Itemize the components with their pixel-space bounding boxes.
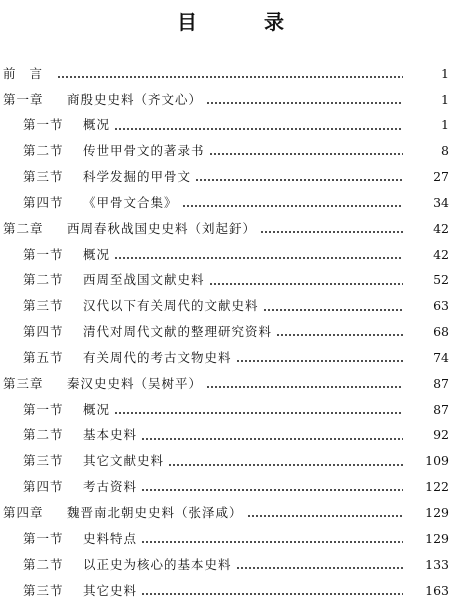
dot-leader [141, 438, 403, 440]
toc-page-number: 42 [433, 220, 449, 236]
toc-entry-title: 《甲骨文合集》 [83, 194, 178, 210]
toc-entry-number: 第四节 [23, 194, 64, 210]
toc-section-row[interactable] [0, 190, 461, 216]
toc-section-row[interactable] [0, 578, 461, 604]
toc-entry-number: 第一章 [3, 91, 44, 107]
dot-leader [263, 309, 403, 311]
toc-page-number: 122 [425, 479, 449, 495]
toc-entry-number: 第五节 [23, 349, 64, 365]
toc-entry-number: 前言 [3, 65, 57, 81]
toc-entry-number: 第二节 [23, 272, 64, 288]
toc-entry-number: 第三章 [3, 375, 44, 391]
dot-leader [236, 360, 403, 362]
dot-leader [206, 102, 403, 104]
toc-entry-title: 其它史料 [83, 582, 138, 598]
toc-entry-title: 史料特点 [83, 530, 138, 546]
dot-leader [141, 541, 403, 543]
toc-entry-number: 第三节 [23, 169, 64, 185]
toc-entry-number: 第二节 [23, 427, 64, 443]
toc-chapter-row[interactable] [0, 216, 461, 242]
toc-entry-title: 以正史为核心的基本史料 [83, 556, 232, 572]
toc-entry-number: 第一节 [23, 530, 64, 546]
toc-section-row[interactable] [0, 449, 461, 475]
dot-leader [195, 179, 403, 181]
toc-entry-number: 第二章 [3, 220, 44, 236]
toc-page-number: 63 [433, 298, 449, 314]
dot-leader [247, 515, 403, 517]
toc-entry-title: 清代对周代文献的整理研究资料 [83, 324, 273, 340]
toc-entry-title: 商殷史史料（齐文心） [67, 91, 203, 107]
toc-section-row[interactable] [0, 397, 461, 423]
toc-page-number: 133 [425, 556, 449, 572]
dot-leader [168, 464, 403, 466]
toc-page-number: 129 [425, 505, 449, 521]
toc-entry-number: 第三节 [23, 298, 64, 314]
toc-section-row[interactable] [0, 526, 461, 552]
toc-page-number: 163 [425, 582, 449, 598]
dot-leader [206, 386, 403, 388]
toc-entry-title: 考古资料 [83, 479, 138, 495]
toc-entry-title: 其它文献史料 [83, 453, 165, 469]
toc-page-number: 87 [433, 401, 449, 417]
toc-entry-number: 第二节 [23, 143, 64, 159]
dot-leader [114, 257, 403, 259]
toc-entry-title: 概况 [83, 401, 111, 417]
toc-page-number: 74 [433, 349, 449, 365]
toc-entry-title: 西周至战国文献史料 [83, 272, 205, 288]
toc-entry-number: 第四章 [3, 505, 44, 521]
toc-page-number: 1 [441, 65, 449, 81]
toc-front-row[interactable] [0, 61, 461, 87]
toc-chapter-row[interactable] [0, 500, 461, 526]
toc-section-row[interactable] [0, 242, 461, 268]
toc-entry-number: 第二节 [23, 556, 64, 572]
toc-chapter-row[interactable] [0, 371, 461, 397]
toc-entry-title: 基本史料 [83, 427, 138, 443]
dot-leader [209, 153, 403, 155]
dot-leader [114, 412, 403, 414]
toc-entry-number: 第一节 [23, 117, 64, 133]
toc-section-row[interactable] [0, 164, 461, 190]
toc-page-number: 42 [433, 246, 449, 262]
dot-leader [236, 567, 403, 569]
toc-page-number: 52 [433, 272, 449, 288]
toc-section-row[interactable] [0, 268, 461, 294]
toc-entry-title: 魏晋南北朝史史料（张泽咸） [67, 505, 243, 521]
toc-entry-title: 秦汉史史料（吴树平） [67, 375, 203, 391]
toc-entry-title: 概况 [83, 246, 111, 262]
toc-entry-title: 概况 [83, 117, 111, 133]
toc-page-number: 34 [433, 194, 449, 210]
toc-page-number: 1 [441, 117, 449, 133]
toc-page-number: 1 [441, 91, 449, 107]
toc-section-row[interactable] [0, 423, 461, 449]
toc-section-row[interactable] [0, 552, 461, 578]
toc-entry-number: 第四节 [23, 479, 64, 495]
toc-chapter-row[interactable] [0, 87, 461, 113]
dot-leader [276, 334, 403, 336]
dot-leader [260, 231, 403, 233]
toc-page-number: 92 [433, 427, 449, 443]
toc-entry-number: 第四节 [23, 324, 64, 340]
toc-entry-number: 第三节 [23, 582, 64, 598]
toc-page-number: 109 [425, 453, 449, 469]
dot-leader [141, 489, 403, 491]
toc-entry-title: 汉代以下有关周代的文献史料 [83, 298, 259, 314]
toc-entry-title: 有关周代的考古文物史料 [83, 349, 232, 365]
dot-leader [114, 128, 403, 130]
toc-entry-title: 科学发掘的甲骨文 [83, 169, 192, 185]
toc-section-row[interactable] [0, 475, 461, 501]
toc-entry-number: 第一节 [23, 401, 64, 417]
dot-leader [141, 593, 403, 595]
toc-section-row[interactable] [0, 294, 461, 320]
toc-page-number: 87 [433, 375, 449, 391]
toc-entry-number: 第一节 [23, 246, 64, 262]
toc-section-row[interactable] [0, 345, 461, 371]
toc-entry-number: 第三节 [23, 453, 64, 469]
toc-page-number: 68 [433, 324, 449, 340]
toc-page-number: 27 [433, 169, 449, 185]
toc-page-number: 129 [425, 530, 449, 546]
toc-section-row[interactable] [0, 113, 461, 139]
toc-section-row[interactable] [0, 139, 461, 165]
toc-section-row[interactable] [0, 319, 461, 345]
page-title: 目 录 [177, 10, 314, 34]
toc-entry-title: 西周春秋战国史史料（刘起釪） [67, 220, 257, 236]
dot-leader [209, 283, 403, 285]
dot-leader [57, 76, 403, 78]
table-of-contents [0, 61, 461, 604]
dot-leader [182, 205, 403, 207]
toc-page-number: 8 [441, 143, 449, 159]
toc-entry-title: 传世甲骨文的著录书 [83, 143, 205, 159]
